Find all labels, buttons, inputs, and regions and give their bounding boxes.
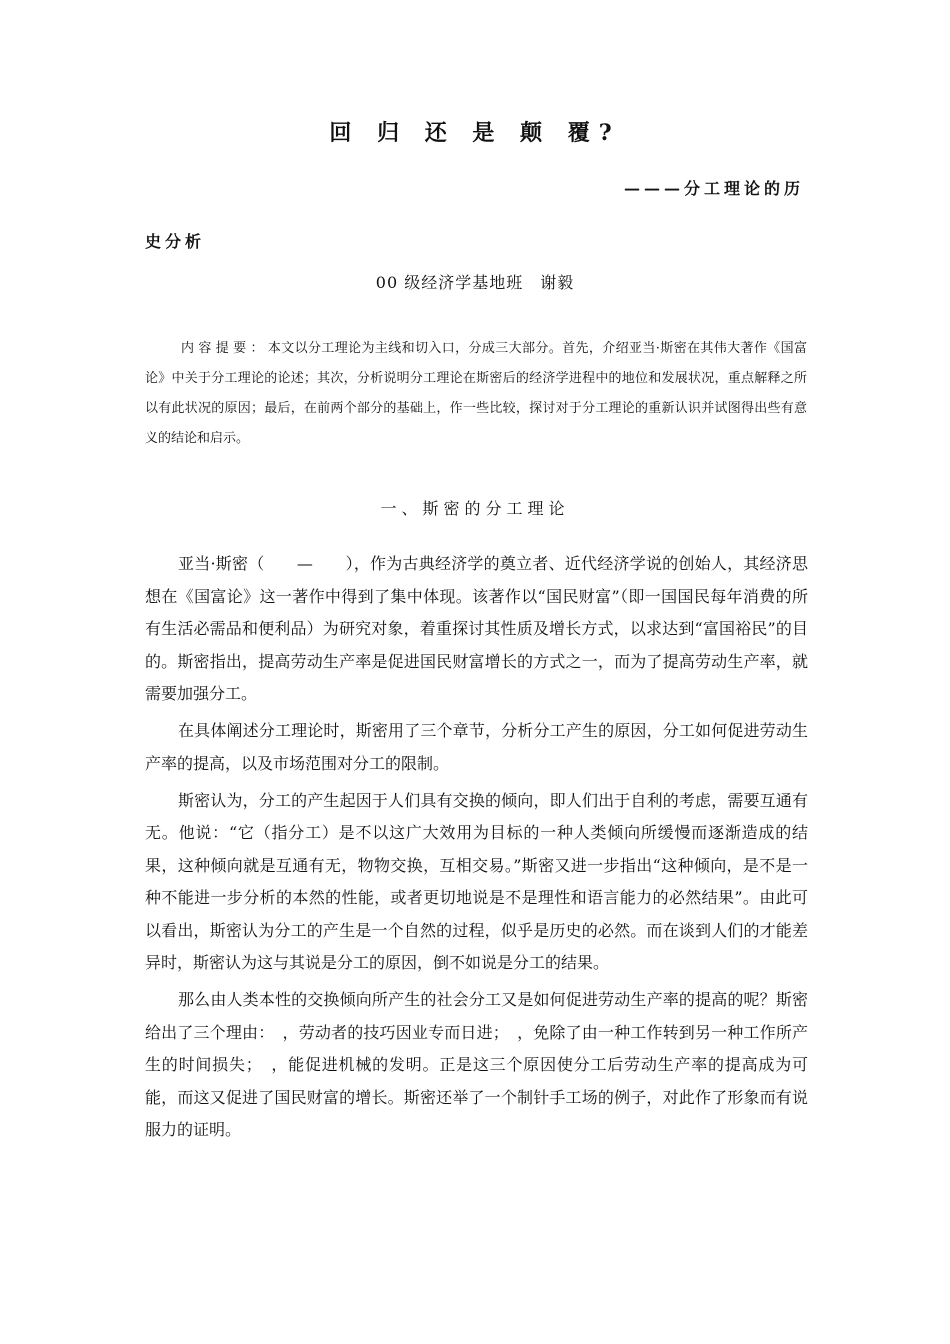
abstract-text: 本文以分工理论为主线和切入口，分成三大部分。首先，介绍亚当·斯密在其伟大著作《国富论》中关于分工理论的论述；其次，分析说明分工理论在斯密后的经济学进程中的地位和发展状况，重点解释之所以有此状况的原因；最后，在前两个部分的基础上，作一些比较，探讨对于分工理论的重新认识并试图得出些有意义的结论和启示。: [145, 341, 807, 446]
section-heading: 一、斯密的分工理论: [380, 499, 570, 518]
paragraph-1: 亚当·斯密（ — ），作为古典经济学的奠立者、近代经济学说的创始人，其经济思想在《国富论》这一著作中得到了集中体现。该著作以“国民财富”（即一国国民每年消费的所有生活必需品和便利品）为研究对象，着重探讨其性质及增长方式，以求达到“富国裕民”的目的。斯密指出，提高劳动生产率是促进国民财富增长的方式之一，而为了提高劳动生产率，就需要加强分工。: [145, 554, 808, 703]
author-line: 00 级经济学基地班 谢毅: [375, 273, 575, 292]
subtitle-line-1: ———分工理论的历: [623, 179, 804, 198]
paragraph-4: 那么由人类本性的交换倾向所产生的社会分工又是如何促进劳动生产率的提高的呢？斯密给出了三个理由： ，劳动者的技巧因业专而日进； ，免除了由一种工作转到另一种工作所产生的时间损失； ，能促进机械的发明。正是这三个原因使分工后劳动生产率的提高成为可能，而这又促进了国民财富的增长。斯密还举了一个制针手工场的例子，对此作了形象而有说服力的证明。: [145, 990, 808, 1139]
paragraph-3: 斯密认为，分工的产生起因于人们具有交换的倾向，即人们出于自利的考虑，需要互通有无。他说：“它（指分工）是不以这广大效用为目标的一种人类倾向所缓慢而逐渐造成的结果，这种倾向就是互通有无，物物交换，互相交易。”斯密又进一步指出“这种倾向，是不是一种不能进一步分析的本然的性能，或者更切地说是不是理性和语言能力的必然结果”。由此可以看出，斯密认为分工的产生是一个自然的过程，似乎是历史的必然。而在谈到人们的才能差异时，斯密认为这与其说是分工的原因，倒不如说是分工的结果。: [145, 790, 808, 972]
body-text: [145, 548, 808, 1151]
abstract: [145, 334, 807, 454]
subtitle-line-2: 史分析: [145, 232, 206, 251]
abstract-label: 内容提要：: [181, 341, 268, 356]
paragraph-2: 在具体阐述分工理论时，斯密用了三个章节，分析分工产生的原因，分工如何促进劳动生产率的提高，以及市场范围对分工的限制。: [145, 721, 808, 773]
page-title: 回 归 还 是 颠 覆?: [329, 120, 621, 146]
